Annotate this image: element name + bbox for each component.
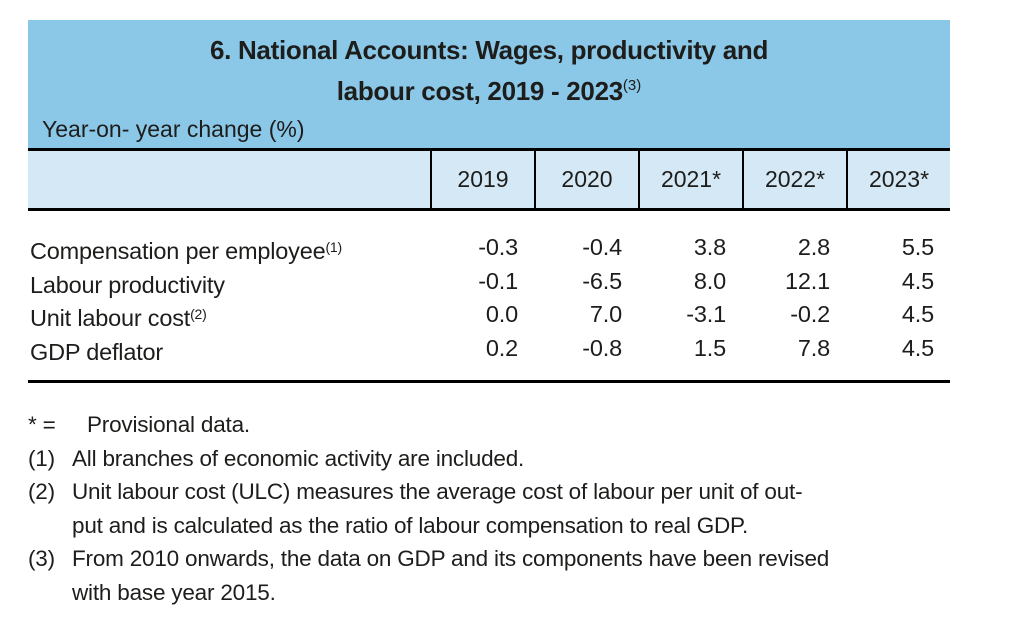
cell-value: 8.0 <box>693 267 726 294</box>
cell-value: 1.5 <box>693 334 726 361</box>
footnote-text: Unit labour cost (ULC) measures the average cost of labour per unit of out- put and is calculated as the ratio of labour compensation to real GDP. <box>72 479 803 538</box>
footnote-2 <box>28 475 950 542</box>
footnote-text: Provisional data. <box>87 412 250 437</box>
footnote-text: From 2010 onwards, the data on GDP and its components have been revised with base year 2015. <box>72 546 830 605</box>
table-row-unit-labour-cost <box>28 300 950 334</box>
cell-value: 4.5 <box>901 334 934 361</box>
header-cell-empty <box>28 151 430 208</box>
header-cell-2019: 2019 <box>430 151 534 208</box>
cell-value: 2.8 <box>797 234 830 260</box>
footnote-marker: (1) <box>28 445 55 471</box>
footnote-provisional <box>28 408 950 442</box>
cell-value: 7.0 <box>589 301 622 327</box>
footnotes <box>28 408 950 609</box>
row-label: Compensation per employee$^{(1)}$ <box>30 238 342 264</box>
table-row-labour-productivity <box>28 267 950 301</box>
footnote-text: All branches of economic activity are included. <box>72 445 525 471</box>
cell-value: -0.2 <box>790 301 830 327</box>
table-row-gdp-deflator <box>28 334 950 368</box>
cell-value: 4.5 <box>901 301 934 327</box>
footnote-marker: * = <box>28 412 56 437</box>
cell-value: 0.2 <box>485 334 518 361</box>
header-cell-2022: 2022* <box>742 151 846 208</box>
row-label: Labour productivity <box>30 271 225 298</box>
header-cell-2023: 2023* <box>846 151 950 208</box>
table-title-band <box>28 20 950 148</box>
cell-value: -3.1 <box>686 301 726 327</box>
table-bottom-rule <box>28 380 950 383</box>
national-accounts-table <box>28 20 950 609</box>
cell-value: 7.8 <box>797 334 830 361</box>
header-cell-2020: 2020 <box>534 151 638 208</box>
cell-value: 4.5 <box>901 267 934 294</box>
table-title-superscript: (3) <box>622 77 642 94</box>
table-body <box>28 211 950 380</box>
header-cell-2021: 2021* <box>638 151 742 208</box>
table-row-compensation <box>28 233 950 267</box>
row-label-superscript: (2) <box>190 306 207 322</box>
cell-value: -6.5 <box>582 267 622 294</box>
footnote-marker: (3) <box>28 546 55 571</box>
table-title-line2: labour cost, 2019 - 2023 <box>336 76 623 106</box>
cell-value: 12.1 <box>785 267 830 294</box>
footnote-1 <box>28 442 950 476</box>
cell-value: -0.1 <box>478 267 518 294</box>
cell-value: -0.3 <box>478 234 518 260</box>
cell-value: 5.5 <box>901 234 934 260</box>
row-label-superscript: (1) <box>325 239 342 255</box>
cell-value: -0.8 <box>582 334 622 361</box>
table-title <box>40 32 938 109</box>
cell-value: 3.8 <box>693 234 726 260</box>
row-label: Unit labour cost$^{(2)}$ <box>30 305 207 331</box>
footnote-marker: (2) <box>28 479 55 504</box>
row-label: GDP deflator <box>30 338 164 365</box>
footnote-3 <box>28 542 950 609</box>
cell-value: -0.4 <box>582 234 622 260</box>
table-header-row <box>28 148 950 211</box>
cell-value: 0.0 <box>485 301 518 327</box>
table-title-line1: 6. National Accounts: Wages, productivity and <box>209 35 769 65</box>
table-subtitle: Year-on- year change (%) <box>42 116 305 142</box>
